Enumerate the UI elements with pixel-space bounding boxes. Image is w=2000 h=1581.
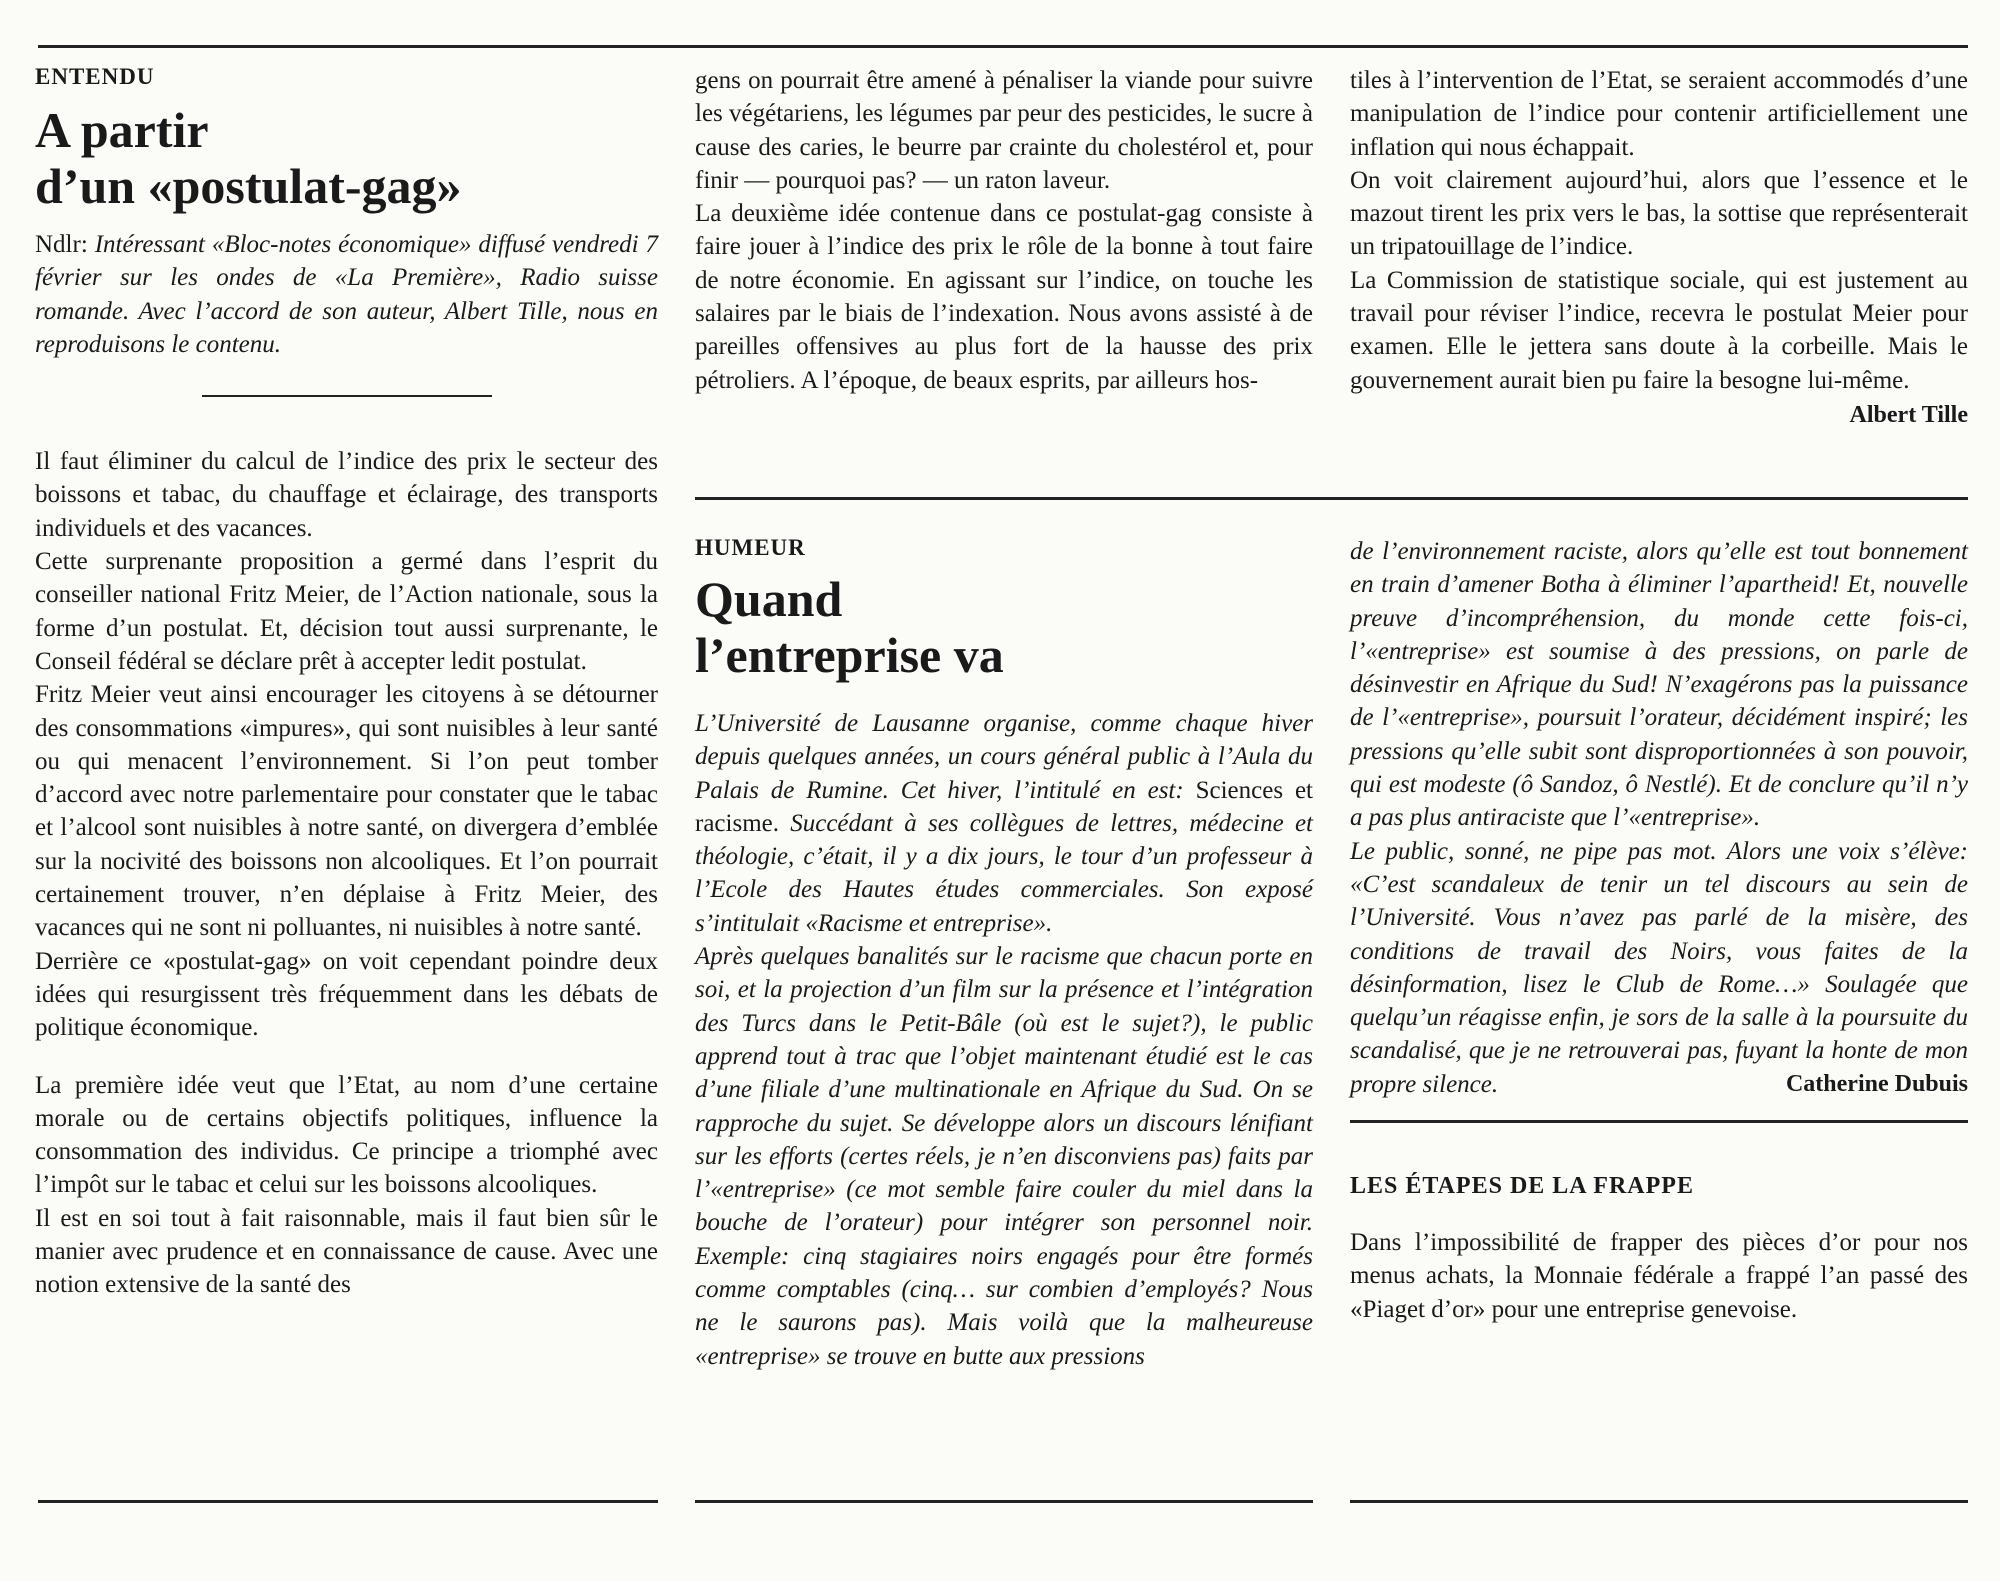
article-humeur-end — [1350, 535, 1968, 1326]
article-kicker: ENTENDU — [35, 64, 155, 89]
paragraph: Après quelques banalités sur le racisme que chacun porte en soi, et la projection d’un film sur la présence et l’intégration des Turcs dans le Petit-Bâle (où est le sujet?), le public apprend tout à trac que l’objet maintenant étudié est le cas d’une filiale d’une multinationale en Afrique du Sud. On se rapproche du sujet. Se développe alors un discours lénifiant sur les efforts (certes réels, je n’en disconviens pas) faits par l’«entreprise» (ce mot semble faire couler du miel dans la bouche de l’orateur) pour intégrer son personnel noir. Exemple: cinq stagiaires noirs engagés pour être formés comme comptables (cinq… sur combien d’employés? Nous ne le saurons pas). Mais voilà que la malheureuse «entreprise» se trouve en butte aux pressions — [695, 943, 1313, 1370]
paragraph — [695, 707, 1313, 940]
headline-line-1: A partir — [35, 102, 209, 158]
headline-line-2: d’un «postulat-gag» — [35, 158, 462, 214]
separator-rule — [1350, 1120, 1968, 1123]
paragraph: Il faut éliminer du calcul de l’indice des prix le secteur des boissons et tabac, du chauffage et éclairage, des transports individuels et des vacances. — [35, 448, 658, 542]
separator-rule — [202, 395, 492, 397]
article-entendu-continued — [695, 64, 1313, 397]
paragraph: Le public, sonné, ne pipe pas mot. Alors une voix s’élève: «C’est scandaleux de tenir un tel discours au sein de l’Université. Vous n’avez pas parlé de la misère, des conditions de travail des Noirs, vous faites de la désinformation, lisez le Club de Rome…» Soulagée que quelqu’un réagisse enfin, je sors de la salle à la poursuite du scandalisé, que je ne retrouverai pas, fuyant la honte de mon propre silence. — [1350, 837, 1968, 1098]
paragraph: La première idée veut que l’Etat, au nom d’une certaine morale ou de certains objectifs politiques, influence la consommation des individus. Ce principe a triomphé avec l’impôt sur le tabac et celui sur les boissons alcooliques. — [35, 1071, 658, 1199]
article-entendu — [35, 64, 658, 1302]
article-kicker: HUMEUR — [695, 535, 806, 560]
headline-line-2: l’entreprise va — [695, 627, 1004, 683]
paragraph-text: Succédant à ses collègues de lettres, médecine et théologie, c’était, il y a dix jours, le tour d’un professeur à l’Ecole des Hautes études commerciales. Son exposé s’intitulait «Racisme et entreprise». — [695, 809, 1313, 937]
bottom-rule-col2 — [695, 1500, 1313, 1503]
paragraph: de l’environnement raciste, alors qu’elle est tout bonnement en train d’amener Botha à éliminer l’apartheid! Et, nouvelle preuve d’incompréhension, du monde cette fois-ci, l’«entreprise» est soumise à des pressions, on parle de désinvestir en Afrique du Sud! N’exagérons pas la puissance de l’«entreprise», poursuit l’orateur, décidément inspiré; les pressions qu’elle subit sont disproportionnées à son pouvoir, qui est modeste (ô Sandoz, ô Nestlé). Et de conclure qu’il n’y a pas plus antiraciste que l’«entreprise». — [1350, 538, 1968, 832]
paragraph: Dans l’impossibilité de frapper des pièces d’or pour nos menus achats, la Monnaie fédérale a frappé l’an passé des «Piaget d’or» pour une entreprise genevoise. — [1350, 1229, 1968, 1323]
top-rule — [38, 45, 1968, 48]
article-headline — [695, 571, 1313, 683]
headline-line-1: Quand — [695, 571, 843, 627]
article-entendu-end — [1350, 64, 1968, 432]
paragraph: tiles à l’intervention de l’Etat, se seraient accommodés d’une manipulation de l’indice pour contenir artificiellement une inflation qui nous échappait. — [1350, 67, 1968, 161]
editor-note — [35, 228, 658, 361]
paragraph: Fritz Meier veut ainsi encourager les citoyens à se détourner des consommations «impures», qui sont nuisibles à leur santé ou qui menacent l’environnement. Si l’on peut tomber d’accord avec notre parlementaire pour constater que le tabac et l’alcool sont nuisibles à notre santé, on divergera d’emblée sur la nocivité des boissons non alcooliques. Et l’on pourrait certainement trouver, n’en déplaise à Fritz Meier, des vacances qui ne sont ni polluantes, ni nuisibles à notre santé. — [35, 681, 658, 942]
middle-rule — [695, 497, 1968, 500]
paragraph: Cette surprenante proposition a germé dans l’esprit du conseiller national Fritz Meier, de l’Action nationale, sous la forme d’un postulat. Et, décision tout aussi surprenante, le Conseil fédéral se déclare prêt à accepter ledit postulat. — [35, 548, 658, 675]
author-signature: Catherine Dubuis — [1785, 1071, 1968, 1098]
bottom-rule-col1 — [38, 1500, 658, 1503]
paragraph: Il est en soi tout à fait raisonnable, mais il faut bien sûr le manier avec prudence et en connaissance de cause. Avec une notion extensive de la santé des — [35, 1204, 658, 1299]
author-signature: Albert Tille — [1849, 401, 1968, 428]
paragraph-text: L’Université de Lausanne organise, comme chaque hiver depuis quelques années, un cours général public à l’Aula du Palais de Rumine. Cet hiver, l’intitulé en est: — [695, 710, 1313, 804]
editor-note-label: Ndlr: — [35, 231, 95, 258]
article-headline — [35, 102, 658, 214]
course-title: Sciences et racisme. — [695, 776, 1313, 837]
paragraph: On voit clairement aujourd’hui, alors que l’essence et le mazout tirent les prix vers le bas, la sottise que représenterait un tripatouillage de l’indice. — [1350, 166, 1968, 261]
paragraph: Derrière ce «postulat-gag» on voit cependant poindre deux idées qui resurgissent très fréquemment dans les débats de politique économique. — [35, 947, 658, 1042]
editor-note-text: Intéressant «Bloc-notes économique» diffusé vendredi 7 février sur les ondes de «La Première», Radio suisse romande. Avec l’accord de son auteur, Albert Tille, nous en reproduisons le contenu. — [35, 231, 658, 358]
paragraph: La deuxième idée contenue dans ce postulat-gag consiste à faire jouer à l’indice des prix le rôle de la bonne à tout faire de notre économie. En agissant sur l’indice, on touche les salaires par le biais de l’indexation. Nous avons assisté à de pareilles offensives au plus fort de la hausse des prix pétroliers. A l’époque, de beaux esprits, par ailleurs hos- — [695, 200, 1313, 394]
bottom-rule-col3 — [1350, 1500, 1968, 1503]
paragraph — [1350, 264, 1968, 428]
section-title: LES ÉTAPES DE LA FRAPPE — [1350, 1173, 1694, 1200]
paragraph-text: La Commission de statistique sociale, qui est justement au travail pour réviser l’indice, recevra le postulat Meier pour examen. Elle le jettera sans doute à la corbeille. Mais le gouvernement aurait bien pu faire la besogne lui-même. — [1350, 266, 1968, 394]
paragraph: gens on pourrait être amené à pénaliser la viande pour suivre les végétariens, les légumes par peur des pesticides, le sucre à cause des caries, le beurre par crainte du cholestérol et, pour finir — pourquoi pas? — un raton laveur. — [695, 67, 1313, 194]
article-humeur — [695, 535, 1313, 1373]
